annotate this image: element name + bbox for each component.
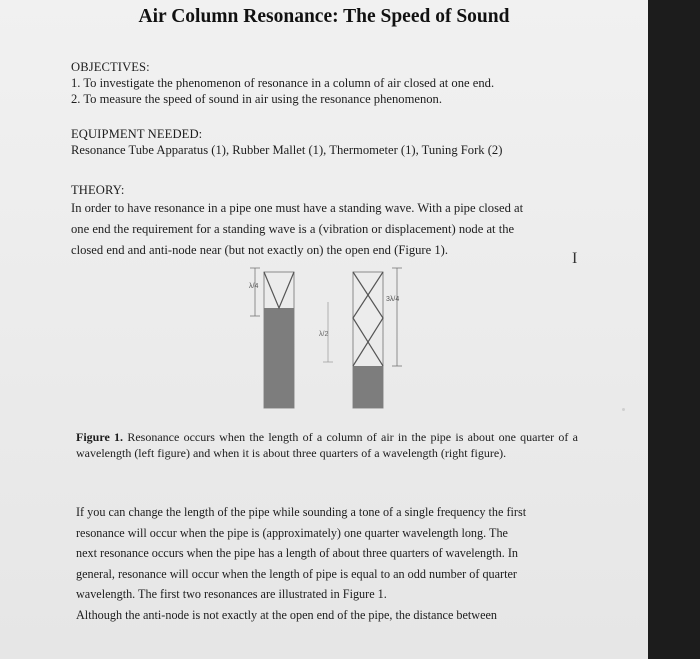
right-tube (353, 268, 402, 408)
body-line: general, resonance will occur when the length of pipe is equal to an odd number of quarter (76, 566, 517, 581)
right-tube-water (353, 366, 383, 408)
label-quarter-wavelength: λ/4 (249, 283, 259, 290)
equipment-heading: EQUIPMENT NEEDED: (71, 127, 203, 141)
theory-line: closed end and anti-node near (but not exactly on) the open end (Figure 1). (71, 243, 448, 257)
left-tube-water (264, 308, 294, 408)
objectives-section (71, 59, 494, 107)
theory-section (71, 182, 523, 261)
theory-line: one end the requirement for a standing wave is a (vibration or displacement) node at the (71, 222, 515, 236)
body-line: Although the anti-node is not exactly at the open end of the pipe, the distance between (76, 607, 498, 622)
left-wave (264, 272, 294, 308)
document-title: Air Column Resonance: The Speed of Sound (138, 6, 510, 27)
body-line: wavelength. The first two resonances are illustrated in Figure 1. (76, 587, 387, 601)
theory-line: In order to have resonance in a pipe one must have a standing wave. With a pipe closed at (71, 201, 524, 215)
left-tube (249, 268, 294, 408)
half-wavelength-marker (319, 302, 333, 362)
objective-item: 1. To investigate the phenomenon of resonance in a column of air closed at one end. (71, 76, 495, 90)
figure-caption (76, 430, 578, 461)
body-paragraph (76, 502, 526, 625)
body-line: If you can change the length of the pipe while sounding a tone of a single frequency the first (76, 505, 527, 519)
objectives-heading: OBJECTIVES: (71, 60, 150, 74)
equipment-section (71, 126, 502, 158)
label-three-quarter-wavelength: 3λ/4 (386, 296, 400, 303)
theory-heading: THEORY: (71, 183, 125, 197)
right-wave-b (353, 272, 383, 366)
page-speck (622, 408, 625, 411)
label-half-wavelength: λ/2 (319, 331, 329, 338)
caption-label: Figure 1. (76, 430, 124, 444)
body-line: resonance will occur when the pipe is (approximately) one quarter wavelength long. The (76, 525, 508, 540)
text-cursor-icon: I (572, 250, 578, 267)
equipment-text: Resonance Tube Apparatus (1), Rubber Mallet (1), Thermometer (1), Tuning Fork (2) (71, 143, 503, 157)
right-wave-a (353, 272, 383, 366)
objective-item: 2. To measure the speed of sound in air using the resonance phenomenon. (71, 92, 443, 106)
body-line: next resonance occurs when the pipe has a length of about three quarters of wavelength. In (76, 546, 518, 560)
figure-resonance-diagram (240, 262, 420, 420)
caption-text: Resonance occurs when the length of a column of air in the pipe is about one quarter of a wavelength (left figure) and when it is about three quarters of a wavelength (right figure). (76, 430, 579, 460)
